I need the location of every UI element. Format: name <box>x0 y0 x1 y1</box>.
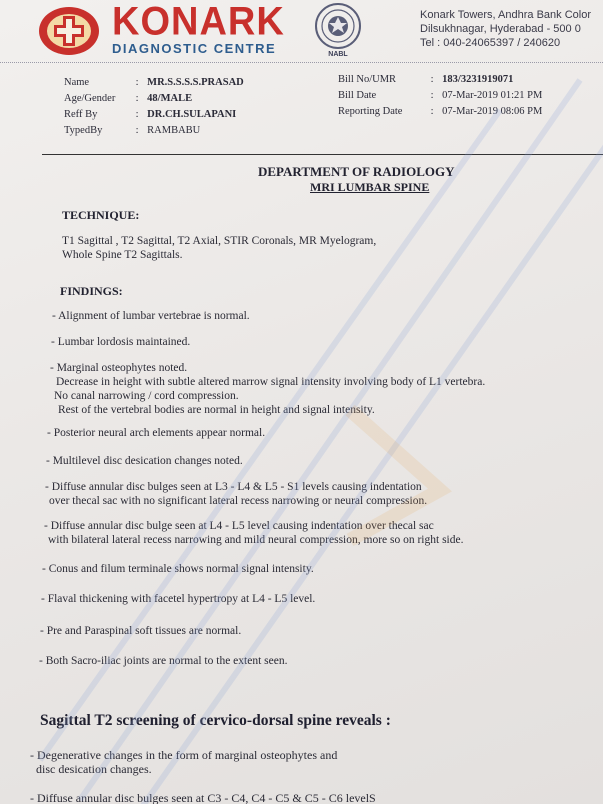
screening-item <box>30 748 337 776</box>
brand-subtitle: DIAGNOSTIC CENTRE <box>112 41 277 56</box>
typed-by: RAMBABU <box>147 125 201 136</box>
study-title: MRI LUMBAR SPINE <box>310 180 430 194</box>
name-label: Name <box>64 77 90 88</box>
finding-item <box>40 624 241 638</box>
finding-item <box>39 654 287 668</box>
finding-line: - Conus and filum terminale shows normal signal intensity. <box>42 563 314 575</box>
finding-line: - Multilevel disc desication changes noted. <box>46 455 243 467</box>
reff-row: Reff By : DR.CH.SULAPANI <box>64 109 237 120</box>
patient-age: 48/MALE <box>147 93 193 104</box>
reporting-date: 07-Mar-2019 08:06 PM <box>442 106 543 117</box>
finding-item <box>50 361 485 417</box>
department-title: DEPARTMENT OF RADIOLOGY <box>258 164 455 179</box>
reff-label: Reff By <box>64 109 98 120</box>
technique-line: Whole Spine T2 Sagittals. <box>62 249 183 261</box>
patient-name-row: Name : MR.S.S.S.S.PRASAD <box>64 77 244 88</box>
typed-label: TypedBy <box>64 125 103 136</box>
bill-number: 183/3231919071 <box>442 74 514 85</box>
konark-logo-icon <box>38 6 100 56</box>
finding-line: - Flaval thickening with facetel hypertropy at L4 - L5 level. <box>41 593 316 605</box>
bill-no-label: Bill No/UMR <box>338 74 397 85</box>
screening-line: - Diffuse annular disc bulges seen at C3 - C4, C4 - C5 & C5 - C6 levelS <box>30 791 376 804</box>
bill-date-row: Bill Date : 07-Mar-2019 01:21 PM <box>338 90 543 101</box>
info-divider <box>42 154 603 155</box>
finding-line: Decrease in height with subtle altered marrow signal intensity involving body of L1 vertebra. <box>56 376 486 388</box>
screening-line: disc desication changes. <box>36 762 152 776</box>
technique-line: T1 Sagittal , T2 Sagittal, T2 Axial, STIR Coronals, MR Myelogram, <box>62 235 377 247</box>
address-block <box>420 8 591 50</box>
seal-label: NABL <box>328 51 348 58</box>
brand-name: KONARK <box>112 0 285 45</box>
screening-line: - Degenerative changes in the form of marginal osteophytes and <box>30 748 338 762</box>
address-line: Tel : 040-24065397 / 240620 <box>420 37 561 49</box>
finding-line: No canal narrowing / cord compression. <box>54 390 239 402</box>
finding-line: - Diffuse annular disc bulges seen at L3 - L4 & L5 - S1 levels causing indentation <box>45 481 422 493</box>
finding-line: - Posterior neural arch elements appear normal. <box>47 427 266 439</box>
address-line: Dilsukhnagar, Hyderabad - 500 0 <box>420 23 581 35</box>
findings-heading: FINDINGS: <box>60 284 123 298</box>
screening-heading: Sagittal T2 screening of cervico-dorsal spine reveals : <box>40 712 391 729</box>
technique-heading: TECHNIQUE: <box>62 208 140 222</box>
finding-item <box>47 426 265 440</box>
screening-item <box>30 791 376 804</box>
technique-text <box>62 234 376 262</box>
finding-item <box>51 335 190 349</box>
nabl-seal-icon <box>313 2 363 60</box>
finding-line: - Alignment of lumbar vertebrae is normal. <box>52 310 250 322</box>
finding-item <box>46 454 243 468</box>
finding-item <box>52 309 250 323</box>
age-gender-row: Age/Gender : 48/MALE <box>64 93 193 104</box>
bill-no-row: Bill No/UMR : 183/3231919071 <box>338 74 514 85</box>
finding-line: - Marginal osteophytes noted. <box>50 362 188 374</box>
finding-item <box>44 519 463 547</box>
finding-item <box>45 480 427 508</box>
finding-line: over thecal sac with no significant lateral recess narrowing or neural compression. <box>49 495 428 507</box>
finding-line: - Both Sacro-iliac joints are normal to the extent seen. <box>39 655 288 667</box>
bill-date-label: Bill Date <box>338 90 377 101</box>
patient-name: MR.S.S.S.S.PRASAD <box>147 77 244 88</box>
finding-line: - Diffuse annular disc bulge seen at L4 - L5 level causing indentation over thecal sac <box>44 520 434 532</box>
referring-doctor: DR.CH.SULAPANI <box>147 109 237 120</box>
bill-date: 07-Mar-2019 01:21 PM <box>442 90 543 101</box>
finding-line: with bilateral lateral recess narrowing and mild neural compression, more so on right side. <box>48 534 464 546</box>
header-divider <box>0 62 603 63</box>
finding-line: - Lumbar lordosis maintained. <box>51 336 191 348</box>
reporting-date-row: Reporting Date : 07-Mar-2019 08:06 PM <box>338 106 543 117</box>
finding-item <box>42 562 314 576</box>
reporting-date-label: Reporting Date <box>338 106 403 117</box>
finding-item <box>41 592 315 606</box>
typed-by-row: TypedBy : RAMBABU <box>64 125 201 136</box>
address-line: Konark Towers, Andhra Bank Color <box>420 9 591 21</box>
finding-line: - Pre and Paraspinal soft tissues are normal. <box>40 625 242 637</box>
finding-line: Rest of the vertebral bodies are normal in height and signal intensity. <box>58 404 375 416</box>
age-label: Age/Gender <box>64 93 116 104</box>
